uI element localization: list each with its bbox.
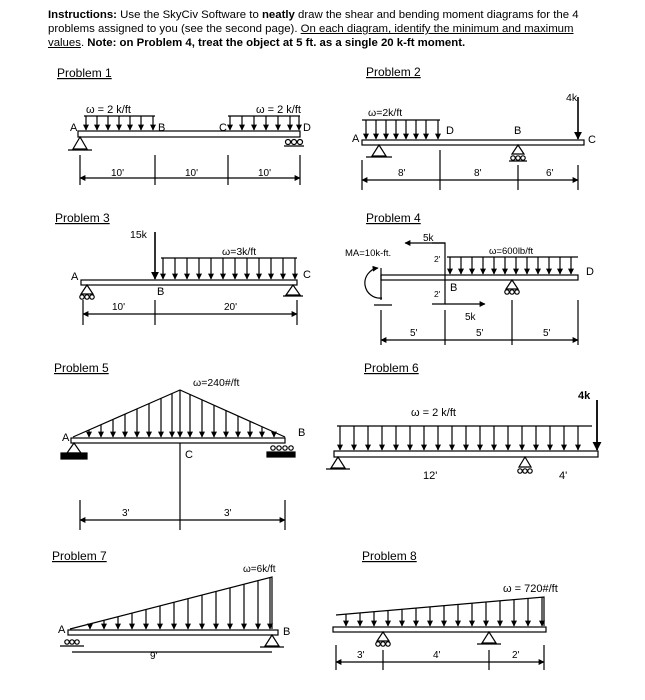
problem-2-udl (366, 120, 438, 139)
problem-2 (352, 65, 596, 190)
problem-5-point-c: C (185, 449, 193, 461)
problem-4-moment-arrow (365, 268, 382, 298)
problem-1-udl-right (228, 116, 300, 130)
problem-2-span-1: 8' (398, 168, 406, 179)
problem-2-span-2: 8' (474, 168, 482, 179)
problem-6-beam (334, 451, 598, 457)
problem-5-triangular-load (73, 390, 285, 437)
problem-4-span-2: 5' (476, 328, 484, 339)
problem-4-point-d: D (586, 266, 594, 278)
problem-3-pin-support (283, 285, 303, 296)
problem-3-roller-support (80, 285, 94, 299)
problem-2-pin-support (372, 145, 386, 156)
problem-8-load: ω = 720#/ft (503, 583, 558, 595)
problem-7-title: Problem 7 (52, 549, 107, 563)
problem-1-load-right: ω = 2 k/ft (256, 104, 301, 116)
problem-6-roller-support (518, 457, 532, 473)
problem-1-point-d: D (303, 122, 311, 134)
problem-8-span-3: 2' (512, 650, 520, 661)
problem-5-span-2: 3' (224, 508, 232, 519)
problem-4-moment: MA=10k-ft. (345, 248, 392, 259)
problem-8-trapezoid-load (336, 597, 544, 626)
problem-8-beam (333, 627, 546, 632)
problem-7-load: ω=6k/ft (243, 564, 276, 575)
problem-3-point-a: A (71, 271, 79, 283)
problem-5-roller-support (267, 446, 295, 457)
instructions-note: Note: on Problem 4, treat the object at 5 ft. as a single 20 k-ft moment. (87, 37, 466, 49)
problem-1-title: Problem 1 (57, 66, 112, 80)
problem-3-load: ω=3k/ft (222, 246, 257, 258)
problem-4-span-3: 5' (543, 328, 551, 339)
problem-3-title: Problem 3 (55, 211, 110, 225)
problem-4-dim-b: 2' (434, 289, 441, 299)
problem-1-point-c: C (219, 122, 227, 134)
problem-2-span-3: 6' (546, 168, 554, 179)
problem-1-point-b: B (158, 122, 166, 134)
problem-6-point: 4k (578, 390, 591, 402)
problem-1-pin-support (73, 137, 87, 149)
problem-7-beam (68, 630, 278, 635)
instructions-text-3: . (80, 37, 88, 49)
problem-7-pin-support (260, 635, 284, 647)
problem-7-span-1: 9' (150, 651, 158, 662)
instructions-text-1: Use the SkyCiv Software to (116, 9, 262, 21)
problem-6 (326, 361, 598, 482)
instructions-underlined: On each diagram, identify the minimum and maximum values (48, 23, 574, 49)
problem-7-point-b: B (283, 626, 291, 638)
problem-8-span-2: 4' (433, 650, 441, 661)
problem-5-title: Problem 5 (54, 361, 109, 375)
problem-2-point-c: C (588, 134, 596, 146)
problem-8-title: Problem 8 (362, 549, 417, 563)
problem-2-roller-support (509, 145, 527, 161)
problem-2-point: 4k (566, 92, 578, 104)
problem-3-beam (81, 280, 297, 285)
problem-4-load: ω=600lb/ft (489, 246, 534, 257)
problem-3 (55, 211, 311, 325)
problem-5-pin-support (61, 443, 87, 459)
problem-2-point-d: D (446, 125, 454, 137)
problem-5 (54, 361, 305, 530)
problem-1-span-2: 10' (185, 168, 199, 179)
instructions-bold: neatly (261, 9, 295, 21)
problem-7-roller-support (60, 640, 84, 646)
problem-2-load: ω=2k/ft (368, 107, 403, 119)
problem-4-span-1: 5' (410, 328, 418, 339)
problem-1-span-3: 10' (258, 168, 272, 179)
instructions-label: Instructions: (48, 9, 117, 21)
problem-5-load: ω=240#/ft (193, 377, 240, 389)
problem-6-span-1: 12' (423, 470, 438, 482)
problem-3-point-c: C (303, 269, 311, 281)
problem-1-udl-left (84, 116, 155, 130)
problem-4-point-b: B (450, 282, 458, 294)
problem-6-load: ω = 2 k/ft (411, 407, 456, 419)
problem-6-udl (340, 426, 578, 450)
problem-6-span-2: 4' (559, 470, 568, 482)
problem-5-point-a: A (62, 432, 70, 444)
problem-7-triangular-load (70, 577, 272, 629)
problem-4-force-top-label: 5k (423, 233, 434, 244)
problem-2-title: Problem 2 (366, 65, 421, 79)
problem-4-udl (450, 257, 571, 274)
problem-8-roller-support (376, 632, 390, 646)
problem-2-point-b: B (514, 125, 522, 137)
problem-4 (345, 211, 594, 345)
instructions-text-2: draw the shear and bending moment diagrams for the 4 problems assigned to you (see the second page). (48, 9, 579, 35)
problem-5-load-arrows (89, 390, 274, 437)
problem-1-load-left: ω = 2 k/ft (86, 104, 131, 116)
problem-1 (57, 66, 311, 185)
problem-4-dim-a: 2' (434, 254, 441, 264)
problem-5-span-1: 3' (122, 508, 130, 519)
problem-3-point: 15k (130, 229, 147, 241)
problem-2-point-a: A (352, 133, 360, 145)
problem-1-point-a: A (70, 122, 78, 134)
problem-4-title: Problem 4 (366, 211, 421, 225)
problem-4-beam (381, 275, 578, 280)
problem-3-point-b: B (157, 286, 165, 298)
problem-4-fixed-support (374, 268, 392, 305)
problem-5-point-b: B (298, 427, 306, 439)
problem-4-roller-support (505, 280, 519, 294)
problem-7-point-a: A (58, 624, 66, 636)
problem-4-force-bottom-label: 5k (465, 312, 476, 323)
problem-1-span-1: 10' (111, 168, 125, 179)
problem-3-span-1: 10' (112, 302, 126, 313)
problem-1-beam (78, 131, 300, 137)
problem-8-pin-support (477, 632, 501, 644)
problem-6-title: Problem 6 (364, 361, 419, 375)
problem-1-roller-support (284, 140, 304, 147)
problem-2-beam (362, 140, 584, 145)
problem-8 (333, 549, 558, 670)
problem-3-udl (163, 258, 295, 279)
problem-7-load-arrows (90, 578, 270, 629)
problem-7 (52, 549, 290, 662)
problem-5-beam (71, 438, 285, 443)
problem-3-span-2: 20' (224, 302, 238, 313)
problem-6-pin-support (326, 457, 350, 469)
problem-8-span-1: 3' (357, 650, 365, 661)
